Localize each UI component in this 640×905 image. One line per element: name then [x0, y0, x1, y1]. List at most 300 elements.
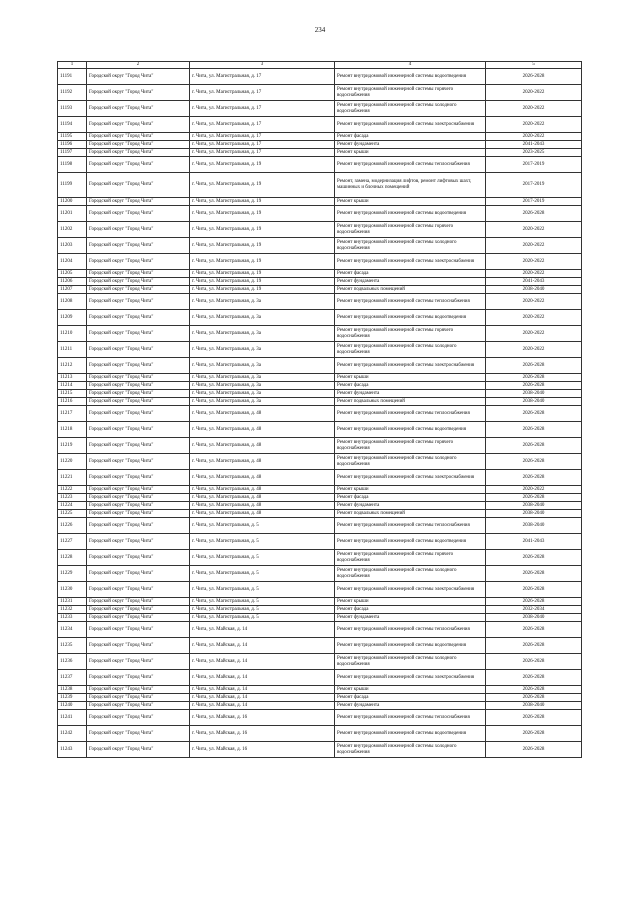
- column-number-3: 3: [190, 62, 335, 69]
- row-number-cell: 11225: [58, 510, 87, 518]
- row-number-cell: 11212: [58, 358, 87, 374]
- municipality-cell: Городской округ "Город Чита": [87, 454, 190, 470]
- row-number-cell: 11198: [58, 157, 87, 173]
- header-row: [58, 62, 582, 69]
- work-type-cell: Ремонт фасада: [335, 694, 486, 702]
- row-number-cell: 11227: [58, 534, 87, 550]
- municipality-cell: Городской округ "Город Чита": [87, 294, 190, 310]
- work-type-cell: Ремонт внутридомовой инженерной системы теплоснабжения: [335, 406, 486, 422]
- municipality-cell: Городской округ "Город Чита": [87, 382, 190, 390]
- row-number-cell: 11240: [58, 702, 87, 710]
- years-cell: 2026-2028: [486, 550, 582, 566]
- work-type-cell: Ремонт, замена, модернизация лифтов, ремонт лифтовых шахт, машинных и блочных помещений: [335, 173, 486, 198]
- municipality-cell: Городской округ "Город Чита": [87, 326, 190, 342]
- municipality-cell: Городской округ "Город Чита": [87, 534, 190, 550]
- address-cell: г. Чита, ул. Магистральная, д. 3а: [190, 358, 335, 374]
- address-cell: г. Чита, ул. Магистральная, д. 48: [190, 510, 335, 518]
- table-row: [58, 670, 582, 686]
- years-cell: 2026-2028: [486, 742, 582, 758]
- row-number-cell: 11210: [58, 326, 87, 342]
- address-cell: г. Чита, ул. Магистральная, д. 19: [190, 173, 335, 198]
- years-cell: 2026-2028: [486, 694, 582, 702]
- row-number-cell: 11237: [58, 670, 87, 686]
- work-type-cell: Ремонт внутридомовой инженерной системы холодного водоснабжения: [335, 454, 486, 470]
- table-row: [58, 358, 582, 374]
- years-cell: 2020-2022: [486, 326, 582, 342]
- work-type-cell: Ремонт фундамента: [335, 390, 486, 398]
- years-cell: 2026-2028: [486, 638, 582, 654]
- address-cell: г. Чита, ул. Майская, д. 14: [190, 702, 335, 710]
- municipality-cell: Городской округ "Город Чита": [87, 374, 190, 382]
- row-number-cell: 11243: [58, 742, 87, 758]
- years-cell: 2020-2022: [486, 238, 582, 254]
- table-row: [58, 470, 582, 486]
- municipality-cell: Городской округ "Город Чита": [87, 518, 190, 534]
- work-type-cell: Ремонт внутридомовой инженерной системы водоотведения: [335, 726, 486, 742]
- address-cell: г. Чита, ул. Магистральная, д. 17: [190, 141, 335, 149]
- address-cell: г. Чита, ул. Магистральная, д. 19: [190, 270, 335, 278]
- years-cell: 2026-2028: [486, 622, 582, 638]
- table-row: [58, 69, 582, 85]
- address-cell: г. Чита, ул. Магистральная, д. 3а: [190, 374, 335, 382]
- municipality-cell: Городской округ "Город Чита": [87, 173, 190, 198]
- table-row: [58, 438, 582, 454]
- years-cell: 2041-2043: [486, 141, 582, 149]
- table-row: [58, 422, 582, 438]
- address-cell: г. Чита, ул. Магистральная, д. 5: [190, 582, 335, 598]
- municipality-cell: Городской округ "Город Чита": [87, 566, 190, 582]
- row-number-cell: 11201: [58, 206, 87, 222]
- address-cell: г. Чита, ул. Магистральная, д. 3а: [190, 294, 335, 310]
- row-number-cell: 11235: [58, 638, 87, 654]
- years-cell: 2026-2028: [486, 69, 582, 85]
- row-number-cell: 11242: [58, 726, 87, 742]
- municipality-cell: Городской округ "Город Чита": [87, 358, 190, 374]
- municipality-cell: Городской округ "Город Чита": [87, 406, 190, 422]
- work-type-cell: Ремонт фасада: [335, 270, 486, 278]
- municipality-cell: Городской округ "Город Чита": [87, 222, 190, 238]
- address-cell: г. Чита, ул. Майская, д. 16: [190, 726, 335, 742]
- municipality-cell: Городской округ "Город Чита": [87, 494, 190, 502]
- work-type-cell: Ремонт крыши: [335, 598, 486, 606]
- table-row: [58, 326, 582, 342]
- work-type-cell: Ремонт крыши: [335, 149, 486, 157]
- row-number-cell: 11205: [58, 270, 87, 278]
- table-row: [58, 101, 582, 117]
- row-number-cell: 11206: [58, 278, 87, 286]
- address-cell: г. Чита, ул. Магистральная, д. 19: [190, 238, 335, 254]
- work-type-cell: Ремонт внутридомовой инженерной системы горячего водоснабжения: [335, 438, 486, 454]
- years-cell: 2038-2040: [486, 614, 582, 622]
- work-type-cell: Ремонт фасада: [335, 382, 486, 390]
- years-cell: 2026-2028: [486, 582, 582, 598]
- address-cell: г. Чита, ул. Магистральная, д. 5: [190, 534, 335, 550]
- work-type-cell: Ремонт фундамента: [335, 502, 486, 510]
- municipality-cell: Городской округ "Город Чита": [87, 638, 190, 654]
- municipality-cell: Городской округ "Город Чита": [87, 582, 190, 598]
- table-row: [58, 702, 582, 710]
- work-type-cell: Ремонт внутридомовой инженерной системы водоотведения: [335, 310, 486, 326]
- row-number-cell: 11191: [58, 69, 87, 85]
- municipality-cell: Городской округ "Город Чита": [87, 69, 190, 85]
- years-cell: 2020-2022: [486, 254, 582, 270]
- work-type-cell: Ремонт внутридомовой инженерной системы горячего водоснабжения: [335, 550, 486, 566]
- municipality-cell: Городской округ "Город Чита": [87, 278, 190, 286]
- row-number-cell: 11223: [58, 494, 87, 502]
- row-number-cell: 11216: [58, 398, 87, 406]
- row-number-cell: 11239: [58, 694, 87, 702]
- table-row: [58, 406, 582, 422]
- address-cell: г. Чита, ул. Магистральная, д. 19: [190, 206, 335, 222]
- row-number-cell: 11224: [58, 502, 87, 510]
- row-number-cell: 11222: [58, 486, 87, 494]
- address-cell: г. Чита, ул. Магистральная, д. 48: [190, 494, 335, 502]
- table-row: [58, 686, 582, 694]
- years-cell: 2038-2040: [486, 398, 582, 406]
- table-row: [58, 222, 582, 238]
- table-row: [58, 294, 582, 310]
- table-row: [58, 382, 582, 390]
- years-cell: 2026-2028: [486, 358, 582, 374]
- table-row: [58, 454, 582, 470]
- address-cell: г. Чита, ул. Магистральная, д. 17: [190, 69, 335, 85]
- table-body: [58, 69, 582, 758]
- years-cell: 2026-2028: [486, 470, 582, 486]
- row-number-cell: 11215: [58, 390, 87, 398]
- table-row: [58, 85, 582, 101]
- address-cell: г. Чита, ул. Майская, д. 14: [190, 686, 335, 694]
- work-type-cell: Ремонт внутридомовой инженерной системы электроснабжения: [335, 470, 486, 486]
- address-cell: г. Чита, ул. Магистральная, д. 5: [190, 550, 335, 566]
- municipality-cell: Городской округ "Город Чита": [87, 598, 190, 606]
- table-row: [58, 117, 582, 133]
- municipality-cell: Городской округ "Город Чита": [87, 270, 190, 278]
- row-number-cell: 11194: [58, 117, 87, 133]
- years-cell: 2020-2022: [486, 101, 582, 117]
- years-cell: 2038-2040: [486, 518, 582, 534]
- years-cell: 2026-2028: [486, 670, 582, 686]
- years-cell: 2038-2040: [486, 702, 582, 710]
- address-cell: г. Чита, ул. Магистральная, д. 3а: [190, 382, 335, 390]
- table-row: [58, 270, 582, 278]
- work-type-cell: Ремонт внутридомовой инженерной системы холодного водоснабжения: [335, 654, 486, 670]
- years-cell: 2032-2034: [486, 606, 582, 614]
- address-cell: г. Чита, ул. Магистральная, д. 19: [190, 198, 335, 206]
- address-cell: г. Чита, ул. Магистральная, д. 19: [190, 286, 335, 294]
- work-type-cell: Ремонт внутридомовой инженерной системы теплоснабжения: [335, 710, 486, 726]
- table-row: [58, 710, 582, 726]
- column-number-4: 4: [335, 62, 486, 69]
- municipality-cell: Городской округ "Город Чита": [87, 141, 190, 149]
- work-type-cell: Ремонт крыши: [335, 374, 486, 382]
- work-type-cell: Ремонт фасада: [335, 494, 486, 502]
- municipality-cell: Городской округ "Город Чита": [87, 206, 190, 222]
- address-cell: г. Чита, ул. Майская, д. 14: [190, 670, 335, 686]
- column-number-5: 5: [486, 62, 582, 69]
- table-row: [58, 149, 582, 157]
- work-type-cell: Ремонт внутридомовой инженерной системы электроснабжения: [335, 358, 486, 374]
- municipality-cell: Городской округ "Город Чита": [87, 85, 190, 101]
- row-number-cell: 11204: [58, 254, 87, 270]
- address-cell: г. Чита, ул. Магистральная, д. 48: [190, 406, 335, 422]
- work-type-cell: Ремонт подвальных помещений: [335, 398, 486, 406]
- work-type-cell: Ремонт внутридомовой инженерной системы холодного водоснабжения: [335, 742, 486, 758]
- work-type-cell: Ремонт крыши: [335, 486, 486, 494]
- municipality-cell: Городской округ "Город Чита": [87, 117, 190, 133]
- work-type-cell: Ремонт внутридомовой инженерной системы теплоснабжения: [335, 518, 486, 534]
- municipality-cell: Городской округ "Город Чита": [87, 470, 190, 486]
- address-cell: г. Чита, ул. Магистральная, д. 48: [190, 422, 335, 438]
- table-row: [58, 598, 582, 606]
- table-row: [58, 566, 582, 582]
- table-row: [58, 654, 582, 670]
- table-row: [58, 278, 582, 286]
- municipality-cell: Городской округ "Город Чита": [87, 286, 190, 294]
- years-cell: 2026-2028: [486, 726, 582, 742]
- table-row: [58, 198, 582, 206]
- years-cell: 2026-2028: [486, 494, 582, 502]
- municipality-cell: Городской округ "Город Чита": [87, 550, 190, 566]
- address-cell: г. Чита, ул. Майская, д. 16: [190, 710, 335, 726]
- table-row: [58, 157, 582, 173]
- address-cell: г. Чита, ул. Магистральная, д. 3а: [190, 342, 335, 358]
- address-cell: г. Чита, ул. Магистральная, д. 19: [190, 157, 335, 173]
- years-cell: 2041-2043: [486, 278, 582, 286]
- work-type-cell: Ремонт внутридомовой инженерной системы горячего водоснабжения: [335, 85, 486, 101]
- municipality-cell: Городской округ "Город Чита": [87, 198, 190, 206]
- years-cell: 2020-2022: [486, 133, 582, 141]
- table-row: [58, 726, 582, 742]
- municipality-cell: Городской округ "Город Чита": [87, 622, 190, 638]
- years-cell: 2020-2022: [486, 117, 582, 133]
- address-cell: г. Чита, ул. Майская, д. 14: [190, 638, 335, 654]
- address-cell: г. Чита, ул. Магистральная, д. 5: [190, 606, 335, 614]
- table-row: [58, 238, 582, 254]
- municipality-cell: Городской округ "Город Чита": [87, 342, 190, 358]
- municipality-cell: Городской округ "Город Чита": [87, 238, 190, 254]
- address-cell: г. Чита, ул. Магистральная, д. 3а: [190, 310, 335, 326]
- address-cell: г. Чита, ул. Магистральная, д. 5: [190, 598, 335, 606]
- years-cell: 2020-2022: [486, 294, 582, 310]
- table-row: [58, 742, 582, 758]
- work-type-cell: Ремонт внутридомовой инженерной системы горячего водоснабжения: [335, 326, 486, 342]
- municipality-cell: Городской округ "Город Чита": [87, 149, 190, 157]
- work-type-cell: Ремонт внутридомовой инженерной системы электроснабжения: [335, 582, 486, 598]
- column-number-1: 1: [58, 62, 87, 69]
- address-cell: г. Чита, ул. Магистральная, д. 17: [190, 117, 335, 133]
- table-row: [58, 254, 582, 270]
- municipality-cell: Городской округ "Город Чита": [87, 710, 190, 726]
- address-cell: г. Чита, ул. Майская, д. 14: [190, 654, 335, 670]
- municipality-cell: Городской округ "Город Чита": [87, 157, 190, 173]
- table-row: [58, 606, 582, 614]
- years-cell: 2020-2022: [486, 222, 582, 238]
- municipality-cell: Городской округ "Город Чита": [87, 702, 190, 710]
- years-cell: 2020-2022: [486, 342, 582, 358]
- table-row: [58, 510, 582, 518]
- table-row: [58, 518, 582, 534]
- municipality-cell: Городской округ "Город Чита": [87, 438, 190, 454]
- work-type-cell: Ремонт внутридомовой инженерной системы горячего водоснабжения: [335, 222, 486, 238]
- municipality-cell: Городской округ "Город Чита": [87, 670, 190, 686]
- work-type-cell: Ремонт фундамента: [335, 702, 486, 710]
- work-type-cell: Ремонт крыши: [335, 198, 486, 206]
- municipality-cell: Городской округ "Город Чита": [87, 486, 190, 494]
- address-cell: г. Чита, ул. Магистральная, д. 48: [190, 438, 335, 454]
- years-cell: 2020-2022: [486, 270, 582, 278]
- table-row: [58, 342, 582, 358]
- row-number-cell: 11233: [58, 614, 87, 622]
- row-number-cell: 11241: [58, 710, 87, 726]
- page-number: 234: [314, 26, 326, 34]
- table-row: [58, 582, 582, 598]
- municipality-cell: Городской округ "Город Чита": [87, 502, 190, 510]
- work-type-cell: Ремонт фундамента: [335, 278, 486, 286]
- municipality-cell: Городской округ "Город Чита": [87, 686, 190, 694]
- address-cell: г. Чита, ул. Магистральная, д. 5: [190, 518, 335, 534]
- municipality-cell: Городской округ "Город Чита": [87, 510, 190, 518]
- years-cell: 2041-2043: [486, 534, 582, 550]
- table-row: [58, 173, 582, 198]
- years-cell: 2038-2040: [486, 502, 582, 510]
- work-type-cell: Ремонт внутридомовой инженерной системы теплоснабжения: [335, 622, 486, 638]
- work-type-cell: Ремонт фасада: [335, 133, 486, 141]
- work-type-cell: Ремонт внутридомовой инженерной системы холодного водоснабжения: [335, 342, 486, 358]
- years-cell: 2020-2022: [486, 85, 582, 101]
- address-cell: г. Чита, ул. Майская, д. 16: [190, 742, 335, 758]
- row-number-cell: 11234: [58, 622, 87, 638]
- address-cell: г. Чита, ул. Магистральная, д. 5: [190, 614, 335, 622]
- row-number-cell: 11207: [58, 286, 87, 294]
- table-row: [58, 310, 582, 326]
- row-number-cell: 11192: [58, 85, 87, 101]
- work-type-cell: Ремонт внутридомовой инженерной системы электроснабжения: [335, 254, 486, 270]
- years-cell: 2026-2028: [486, 566, 582, 582]
- table-row: [58, 374, 582, 382]
- municipality-cell: Городской округ "Город Чита": [87, 726, 190, 742]
- row-number-cell: 11213: [58, 374, 87, 382]
- row-number-cell: 11208: [58, 294, 87, 310]
- table-row: [58, 206, 582, 222]
- row-number-cell: 11203: [58, 238, 87, 254]
- years-cell: 2038-2040: [486, 390, 582, 398]
- years-cell: 2026-2028: [486, 382, 582, 390]
- column-number-2: 2: [87, 62, 190, 69]
- address-cell: г. Чита, ул. Магистральная, д. 17: [190, 149, 335, 157]
- work-type-cell: Ремонт внутридомовой инженерной системы водоотведения: [335, 206, 486, 222]
- address-cell: г. Чита, ул. Магистральная, д. 5: [190, 566, 335, 582]
- table-row: [58, 398, 582, 406]
- address-cell: г. Чита, ул. Магистральная, д. 48: [190, 486, 335, 494]
- years-cell: 2017-2019: [486, 173, 582, 198]
- address-cell: г. Чита, ул. Магистральная, д. 17: [190, 85, 335, 101]
- municipality-cell: Городской округ "Город Чита": [87, 422, 190, 438]
- row-number-cell: 11229: [58, 566, 87, 582]
- table-row: [58, 486, 582, 494]
- row-number-cell: 11202: [58, 222, 87, 238]
- municipality-cell: Городской округ "Город Чита": [87, 742, 190, 758]
- work-type-cell: Ремонт внутридомовой инженерной системы холодного водоснабжения: [335, 101, 486, 117]
- row-number-cell: 11196: [58, 141, 87, 149]
- row-number-cell: 11197: [58, 149, 87, 157]
- table-row: [58, 286, 582, 294]
- table-row: [58, 550, 582, 566]
- municipality-cell: Городской округ "Город Чита": [87, 101, 190, 117]
- municipality-cell: Городской округ "Город Чита": [87, 614, 190, 622]
- row-number-cell: 11231: [58, 598, 87, 606]
- years-cell: 2026-2028: [486, 454, 582, 470]
- address-cell: г. Чита, ул. Майская, д. 14: [190, 622, 335, 638]
- row-number-cell: 11232: [58, 606, 87, 614]
- work-type-cell: Ремонт внутридомовой инженерной системы водоотведения: [335, 69, 486, 85]
- row-number-cell: 11226: [58, 518, 87, 534]
- work-type-cell: Ремонт внутридомовой инженерной системы водоотведения: [335, 422, 486, 438]
- years-cell: 2026-2028: [486, 710, 582, 726]
- table-row: [58, 694, 582, 702]
- work-type-cell: Ремонт подвальных помещений: [335, 286, 486, 294]
- row-number-cell: 11209: [58, 310, 87, 326]
- row-number-cell: 11200: [58, 198, 87, 206]
- address-cell: г. Чита, ул. Магистральная, д. 48: [190, 470, 335, 486]
- work-type-cell: Ремонт внутридомовой инженерной системы электроснабжения: [335, 670, 486, 686]
- years-cell: 2026-2028: [486, 598, 582, 606]
- address-cell: г. Чита, ул. Магистральная, д. 19: [190, 254, 335, 270]
- years-cell: 2038-2040: [486, 510, 582, 518]
- municipality-cell: Городской округ "Город Чита": [87, 133, 190, 141]
- row-number-cell: 11236: [58, 654, 87, 670]
- years-cell: 2020-2022: [486, 486, 582, 494]
- repair-schedule-table: [57, 61, 582, 758]
- years-cell: 2026-2028: [486, 406, 582, 422]
- row-number-cell: 11214: [58, 382, 87, 390]
- row-number-cell: 11211: [58, 342, 87, 358]
- row-number-cell: 11218: [58, 422, 87, 438]
- address-cell: г. Чита, ул. Магистральная, д. 3а: [190, 390, 335, 398]
- years-cell: 2026-2028: [486, 374, 582, 382]
- address-cell: г. Чита, ул. Магистральная, д. 19: [190, 278, 335, 286]
- row-number-cell: 11228: [58, 550, 87, 566]
- work-type-cell: Ремонт подвальных помещений: [335, 510, 486, 518]
- municipality-cell: Городской округ "Город Чита": [87, 694, 190, 702]
- address-cell: г. Чита, ул. Магистральная, д. 3а: [190, 326, 335, 342]
- row-number-cell: 11199: [58, 173, 87, 198]
- municipality-cell: Городской округ "Город Чита": [87, 254, 190, 270]
- municipality-cell: Городской округ "Город Чита": [87, 390, 190, 398]
- row-number-cell: 11219: [58, 438, 87, 454]
- years-cell: 2023-2025: [486, 149, 582, 157]
- table-row: [58, 133, 582, 141]
- years-cell: 2026-2028: [486, 438, 582, 454]
- address-cell: г. Чита, ул. Майская, д. 14: [190, 694, 335, 702]
- address-cell: г. Чита, ул. Магистральная, д. 48: [190, 502, 335, 510]
- years-cell: 2026-2028: [486, 654, 582, 670]
- work-type-cell: Ремонт фундамента: [335, 141, 486, 149]
- years-cell: 2017-2019: [486, 198, 582, 206]
- work-type-cell: Ремонт крыши: [335, 686, 486, 694]
- table-row: [58, 494, 582, 502]
- table-row: [58, 141, 582, 149]
- row-number-cell: 11238: [58, 686, 87, 694]
- address-cell: г. Чита, ул. Магистральная, д. 17: [190, 133, 335, 141]
- address-cell: г. Чита, ул. Магистральная, д. 17: [190, 101, 335, 117]
- table-row: [58, 390, 582, 398]
- row-number-cell: 11230: [58, 582, 87, 598]
- address-cell: г. Чита, ул. Магистральная, д. 19: [190, 222, 335, 238]
- table-row: [58, 502, 582, 510]
- row-number-cell: 11221: [58, 470, 87, 486]
- years-cell: 2038-2040: [486, 286, 582, 294]
- work-type-cell: Ремонт внутридомовой инженерной системы электроснабжения: [335, 117, 486, 133]
